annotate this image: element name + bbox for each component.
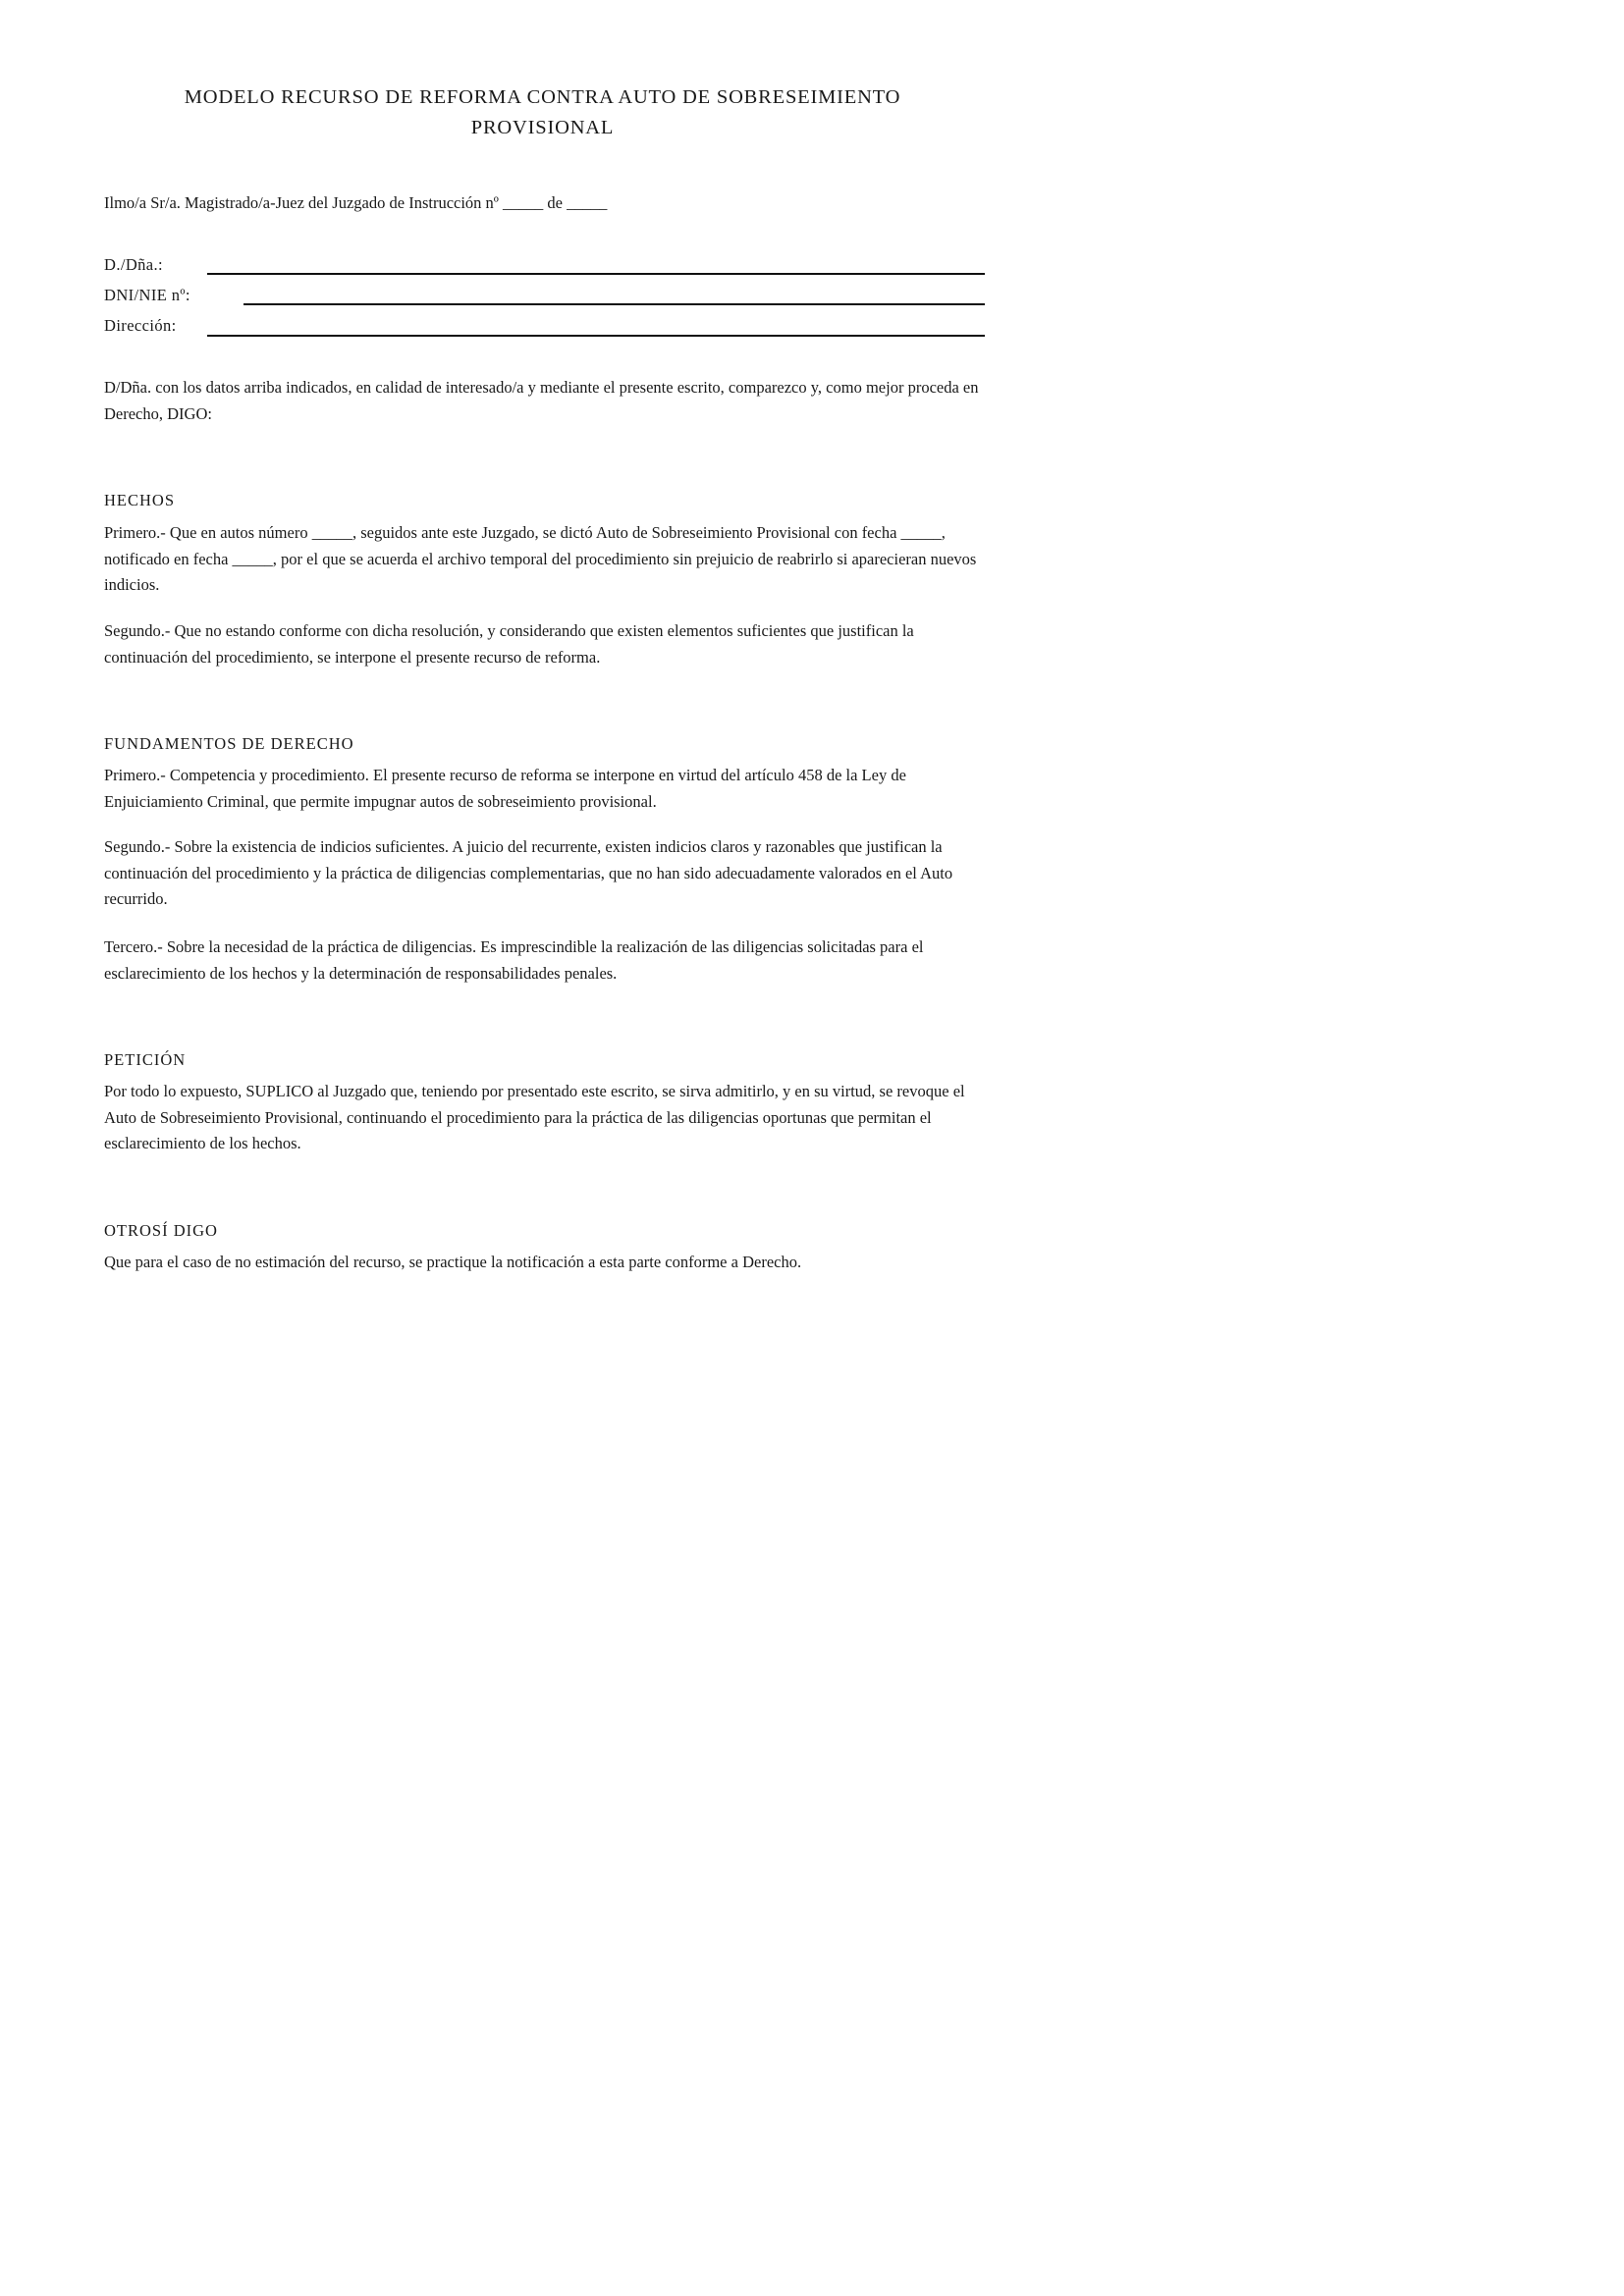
hechos-segundo-paragraph: Segundo.- Que no estando conforme con dicha resolución, y considerando que existen elementos suficientes que justifican la continuación del procedimiento, se interpone el presente recurso de reforma. — [104, 621, 914, 667]
document-title: MODELO RECURSO DE REFORMA CONTRA AUTO DE SOBRESEIMIENTO PROVISIONAL — [184, 86, 901, 138]
section-heading-fundamentos: FUNDAMENTOS DE DERECHO — [104, 734, 354, 753]
peticion-paragraph: Por todo lo expuesto, SUPLICO al Juzgado que, teniendo por presentado este escrito, se sirva admitirlo, y en su virtud, se revoque el Auto de Sobreseimiento Provisional, continuando el procedimiento para la práctica de las diligencias oportunas que permitan el esclarecimiento de los hechos. — [104, 1082, 965, 1152]
id-field-line[interactable] — [244, 303, 985, 305]
fundamentos-segundo-paragraph: Segundo.- Sobre la existencia de indicios suficientes. A juicio del recurrente, existen indicios claros y razonables que justifican la continuación del procedimiento y la práctica de diligencias complementarias, que no han sido adecuadamente valorados en el Auto recurrido. — [104, 837, 953, 908]
addressee-line: Ilmo/a Sr/a. Magistrado/a-Juez del Juzgado de Instrucción nº _____ de _____ — [104, 193, 608, 212]
name-field-label: D./Dña.: — [104, 255, 164, 274]
document-page — [0, 0, 1085, 1534]
id-field-label: DNI/NIE nº: — [104, 286, 190, 304]
otrosi-paragraph: Que para el caso de no estimación del recurso, se practique la notificación a esta parte conforme a Derecho. — [104, 1253, 802, 1271]
section-heading-peticion: PETICIÓN — [104, 1050, 187, 1069]
fundamentos-primero-paragraph: Primero.- Competencia y procedimiento. El presente recurso de reforma se interpone en virtud del artículo 458 de la Ley de Enjuiciamiento Criminal, que permite impugnar autos de sobreseimiento provisional. — [104, 766, 906, 811]
name-field-line[interactable] — [207, 273, 985, 275]
fundamentos-tercero-paragraph: Tercero.- Sobre la necesidad de la práctica de diligencias. Es imprescindible la realización de las diligencias solicitadas para el esclarecimiento de los hechos y la determinación de responsabilidades penales. — [104, 937, 924, 983]
section-heading-otrosi: OTROSÍ DIGO — [104, 1221, 218, 1240]
section-heading-hechos: HECHOS — [104, 491, 176, 509]
address-field-label: Dirección: — [104, 316, 177, 335]
intro-paragraph: D/Dña. con los datos arriba indicados, en calidad de interesado/a y mediante el presente escrito, comparezco y, como mejor proceda en Derecho, DIGO: — [104, 378, 979, 423]
address-field-line[interactable] — [207, 335, 985, 337]
hechos-primero-paragraph: Primero.- Que en autos número _____, seguidos ante este Juzgado, se dictó Auto de Sobreseimiento Provisional con fecha _____, notificado en fecha _____, por el que se acuerda el archivo temporal del procedimiento sin prejuicio de reabrirlo si aparecieran nuevos indicios. — [104, 523, 977, 594]
